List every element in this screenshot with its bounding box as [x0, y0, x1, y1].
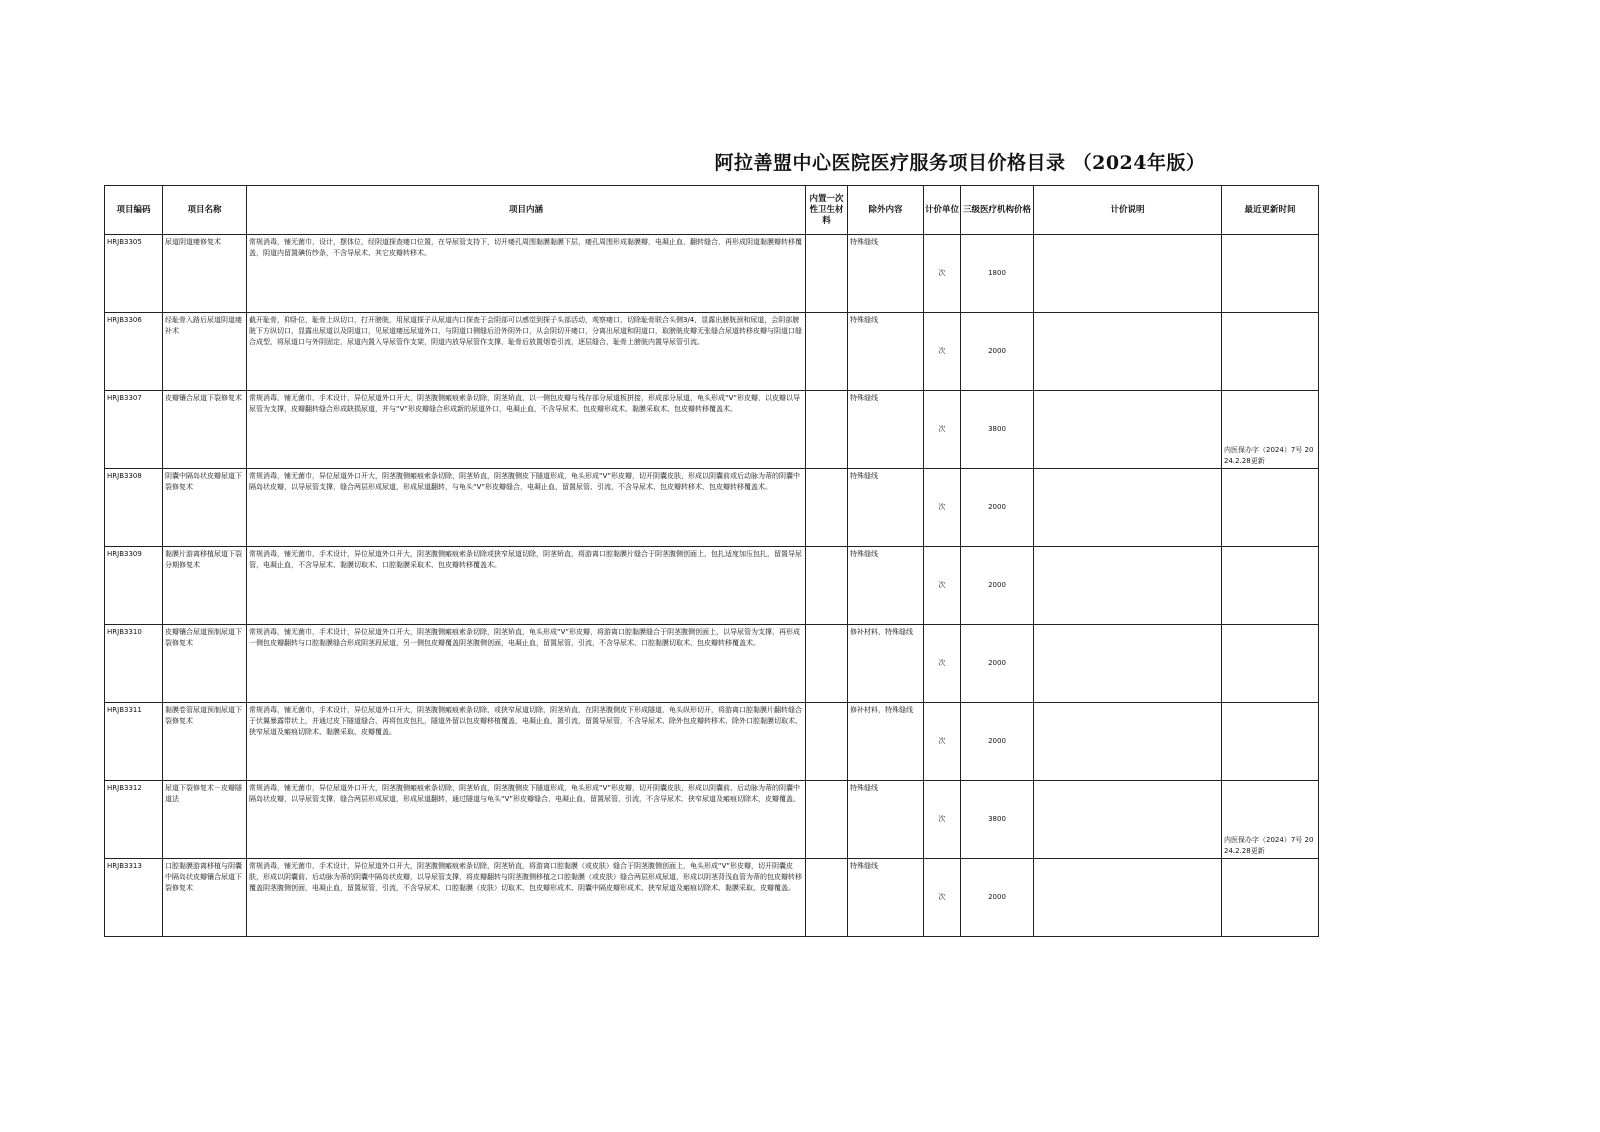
cell-content-text: 常规消毒，铺无菌巾，手术设计，异位尿道外口开大，阴茎腹侧瘢痕索条切除，阴茎矫直，龟头形成“V”形皮瓣，将游离口腔黏膜缝合于阴茎腹侧创面上，以导尿管为支撑，再形成一侧包皮瓣翻转与口腔黏膜缝合形成阴茎段尿道，另一侧包皮瓣覆盖阴茎腹侧创面，电凝止血，留置尿管，引流，不含导尿术、口腔黏膜切取术、包皮瓣转移覆盖术。	[249, 628, 801, 647]
table-row	[105, 469, 1319, 547]
cell-content	[247, 235, 806, 313]
cell-content	[247, 703, 806, 781]
cell-updated	[1222, 781, 1319, 859]
cell-unit: 次	[924, 469, 961, 547]
cell-consumables-text	[806, 235, 847, 239]
cell-code-text: HRJB3310	[107, 628, 142, 636]
table-row	[105, 547, 1319, 625]
cell-name-text: 皮瓣镶合尿道预制尿道下裂修复术	[165, 628, 242, 647]
cell-name	[163, 781, 247, 859]
cell-unit: 次	[924, 313, 961, 391]
cell-name-text: 黏膜卷管尿道预制尿道下裂修复术	[165, 706, 242, 725]
cell-code-text: HRJB3305	[107, 238, 142, 246]
cell-note	[1034, 391, 1222, 469]
header-updated: 最近更新时间	[1222, 186, 1319, 235]
cell-content	[247, 313, 806, 391]
cell-content-text: 常规消毒，铺无菌巾，手术设计，异位尿道外口开大，阴茎腹侧瘢痕索条切除，阴茎矫直，将游离口腔黏膜（或皮肤）缝合于阴茎腹侧创面上，龟头形成“V”形皮瓣，切开阴囊皮肤，形成以阴囊前、后动脉为蒂的阴囊中隔岛状皮瓣，以导尿管支撑，将皮瓣翻转与阴茎腹侧移植之口腔黏膜（或皮肤）缝合两层形成尿道，形成以阴茎背浅血管为蒂的包皮瓣转移覆盖阴茎腹侧创面，电凝止血，留置尿管，引流，不含导尿术、口腔黏膜（皮肤）切取术、包皮瓣形成术、阴囊中隔皮瓣形成术、狭窄尿道及瘢痕切除术、黏膜采取、皮瓣覆盖。	[249, 862, 802, 892]
cell-name-text: 口腔黏膜游离移植与阴囊中隔岛状皮瓣镶合尿道下裂修复术	[165, 862, 242, 892]
price-table	[104, 185, 1319, 937]
cell-consumables-text	[806, 547, 847, 551]
cell-content	[247, 391, 806, 469]
cell-exclusions	[848, 391, 924, 469]
header-unit: 计价单位	[924, 186, 961, 235]
cell-price: 3800	[961, 391, 1034, 469]
cell-price: 1800	[961, 235, 1034, 313]
cell-note	[1034, 859, 1222, 937]
cell-consumables	[806, 313, 848, 391]
cell-name-text: 黏膜片游离移植尿道下裂分期修复术	[165, 550, 242, 569]
cell-updated-text: 内医保办字（2024）7号 2024.2.28更新	[1224, 446, 1314, 465]
table-row	[105, 703, 1319, 781]
cell-unit: 次	[924, 859, 961, 937]
cell-name-text: 阴囊中隔岛状皮瓣尿道下裂修复术	[165, 472, 242, 491]
cell-consumables	[806, 859, 848, 937]
cell-unit: 次	[924, 781, 961, 859]
cell-consumables-text	[806, 781, 847, 785]
cell-updated	[1222, 235, 1319, 313]
cell-name	[163, 235, 247, 313]
cell-consumables-text	[806, 313, 847, 317]
header-code: 项目编码	[105, 186, 163, 235]
header-content: 项目内涵	[247, 186, 806, 235]
cell-unit: 次	[924, 391, 961, 469]
table-row	[105, 391, 1319, 469]
cell-exclusions	[848, 859, 924, 937]
cell-name-text: 尿道下裂修复术－皮瓣隧道法	[165, 784, 242, 803]
cell-name	[163, 859, 247, 937]
cell-content-text: 常规消毒，铺无菌巾，手术设计，异位尿道外口开大，阴茎腹侧瘢痕索条切除，或狭窄尿道切除，阴茎矫直，在阴茎腹侧皮下形成隧道，龟头纵形切开，将游离口腔黏膜片翻转缝合于伏翼暴露带状上，并通过皮下隧道缝合，再将包皮包扎，隧道外留以包皮瓣移植覆盖，电凝止血，置引流，留置导尿管，不含导尿术、除外包皮瓣转移术、除外口腔黏膜切取术、狭窄尿道及瘢痕切除术、黏膜采取、皮瓣覆盖。	[249, 706, 802, 736]
cell-exclusions-text: 特殊缝线	[850, 784, 878, 792]
cell-code	[105, 859, 163, 937]
cell-name	[163, 469, 247, 547]
cell-code	[105, 469, 163, 547]
cell-exclusions	[848, 313, 924, 391]
cell-price: 2000	[961, 547, 1034, 625]
cell-consumables-text	[806, 469, 847, 473]
cell-code-text: HRJB3308	[107, 472, 142, 480]
cell-note	[1034, 547, 1222, 625]
cell-consumables-text	[806, 625, 847, 629]
cell-unit: 次	[924, 625, 961, 703]
cell-content	[247, 859, 806, 937]
cell-price: 3800	[961, 781, 1034, 859]
cell-name	[163, 391, 247, 469]
cell-unit: 次	[924, 547, 961, 625]
cell-exclusions-text: 特殊缝线	[850, 394, 878, 402]
cell-consumables-text	[806, 859, 847, 863]
cell-updated	[1222, 547, 1319, 625]
cell-content-text: 常规消毒，铺无菌巾，异位尿道外口开大，阴茎腹侧瘢痕索条切除，阴茎矫直，阴茎腹侧皮下隧道形成，龟头形成“V”形皮瓣，切开阴囊皮肤，形成以阴囊前、后动脉为蒂的阴囊中隔岛状皮瓣，以导尿管支撑，缝合两层形成尿道，形成尿道翻转，通过隧道与龟头“V”形皮瓣缝合，电凝止血，留置尿管，引流，不含导尿术、狭窄尿道及瘢痕切除术，皮瓣覆盖。	[249, 784, 801, 803]
cell-note	[1034, 235, 1222, 313]
table-row	[105, 859, 1319, 937]
cell-exclusions	[848, 703, 924, 781]
header-name: 项目名称	[163, 186, 247, 235]
cell-code	[105, 391, 163, 469]
cell-updated	[1222, 625, 1319, 703]
cell-exclusions	[848, 625, 924, 703]
table-row	[105, 625, 1319, 703]
header-price: 三级医疗机构价格	[961, 186, 1034, 235]
table-row	[105, 235, 1319, 313]
cell-exclusions	[848, 469, 924, 547]
cell-content-text: 常规消毒，铺无菌巾，异位尿道外口开大，阴茎腹侧瘢痕索条切除，阴茎矫直，阴茎腹侧皮下隧道形成，龟头形成“V”形皮瓣，切开阴囊皮肤，形成以阴囊前或后动脉为蒂的阴囊中隔岛状皮瓣，以导尿管支撑，缝合两层形成尿道，形成尿道翻转，与龟头“V”形皮瓣缝合，电凝止血，留置尿管、引流，不含导尿术、包皮瓣转移术、包皮瓣转移覆盖术。	[249, 472, 801, 491]
cell-updated-text	[1222, 933, 1318, 936]
cell-exclusions-text: 修补材料，特殊缝线	[850, 706, 913, 714]
cell-exclusions-text: 特殊缝线	[850, 550, 878, 558]
cell-note	[1034, 703, 1222, 781]
cell-content-text: 常规消毒，铺无菌巾，设计，摆体位，经阴道探查瘘口位置，在导尿管支持下，切开瘘孔周围黏膜黏膜下层，瘘孔周围形成黏膜瓣，电凝止血，翻转缝合，再形成阴道黏膜瓣转移覆盖，阴道内留置碘仿纱条，不含导尿术、其它皮瓣转移术。	[249, 238, 802, 257]
cell-updated	[1222, 469, 1319, 547]
table-row	[105, 313, 1319, 391]
cell-code-text: HRJB3311	[107, 706, 142, 714]
cell-consumables	[806, 625, 848, 703]
cell-note	[1034, 625, 1222, 703]
cell-note	[1034, 469, 1222, 547]
cell-code	[105, 313, 163, 391]
cell-code	[105, 781, 163, 859]
cell-code	[105, 235, 163, 313]
cell-code-text: HRJB3307	[107, 394, 142, 402]
cell-price: 2000	[961, 703, 1034, 781]
cell-price: 2000	[961, 469, 1034, 547]
cell-updated	[1222, 391, 1319, 469]
cell-exclusions-text: 特殊缝线	[850, 238, 878, 246]
cell-exclusions-text: 特殊缝线	[850, 472, 878, 480]
cell-unit: 次	[924, 235, 961, 313]
cell-content	[247, 781, 806, 859]
cell-content-text: 常规消毒，铺无菌巾，手术设计，异位尿道外口开大，阴茎腹侧瘢痕索条切除，阴茎矫直，以一侧包皮瓣与残存部分尿道板拼接，形成部分尿道，龟头形成“V”形皮瓣，以皮瓣以导尿管为支撑，皮瓣翻转缝合形成缺损尿道，并与“V”形皮瓣缝合形成新的尿道外口，电凝止血，不含导尿术、包皮瓣形成术、黏膜采取术、包皮瓣转移覆盖术。	[249, 394, 801, 413]
cell-consumables	[806, 235, 848, 313]
table-row	[105, 781, 1319, 859]
cell-name-text: 皮瓣镶合尿道下裂修复术	[165, 394, 242, 402]
cell-code	[105, 703, 163, 781]
header-consumables: 内置一次性卫生材料	[806, 186, 848, 235]
cell-content-text: 常规消毒，铺无菌巾，手术设计，异位尿道外口开大，阴茎腹侧瘢痕索条切除或狭窄尿道切除，阴茎矫直，将游离口腔黏膜片缝合于阴茎腹侧创面上，包扎适度加压包扎，留置导尿管，电凝止血，不含导尿术、黏膜切取术、口腔黏膜采取术、包皮瓣转移覆盖术。	[249, 550, 802, 569]
cell-exclusions-text: 修补材料，特殊缝线	[850, 628, 913, 636]
table-header-row	[105, 186, 1319, 235]
cell-price: 2000	[961, 625, 1034, 703]
cell-name	[163, 625, 247, 703]
cell-unit: 次	[924, 703, 961, 781]
page-title: 阿拉善盟中心医院医疗服务项目价格目录 （2024年版）	[714, 152, 1206, 174]
cell-note	[1034, 781, 1222, 859]
cell-content	[247, 625, 806, 703]
cell-exclusions	[848, 547, 924, 625]
cell-updated	[1222, 703, 1319, 781]
cell-content	[247, 547, 806, 625]
cell-updated	[1222, 859, 1319, 937]
cell-exclusions-text: 特殊缝线	[850, 862, 878, 870]
cell-note	[1034, 313, 1222, 391]
cell-code	[105, 625, 163, 703]
cell-consumables	[806, 547, 848, 625]
cell-exclusions-text: 特殊缝线	[850, 316, 878, 324]
cell-name	[163, 313, 247, 391]
cell-code-text: HRJB3309	[107, 550, 142, 558]
cell-updated	[1222, 313, 1319, 391]
cell-consumables	[806, 703, 848, 781]
header-note: 计价说明	[1034, 186, 1222, 235]
cell-price: 2000	[961, 313, 1034, 391]
cell-exclusions	[848, 235, 924, 313]
cell-name	[163, 547, 247, 625]
cell-consumables	[806, 391, 848, 469]
cell-consumables	[806, 781, 848, 859]
cell-name-text: 经耻骨入路后尿道阴道瘘补术	[165, 316, 242, 335]
cell-code	[105, 547, 163, 625]
cell-consumables-text	[806, 703, 847, 707]
cell-name	[163, 703, 247, 781]
cell-consumables-text	[806, 391, 847, 395]
cell-name-text: 尿道阴道瘘修复术	[165, 238, 221, 246]
cell-content-text: 截开耻骨，仰卧位，耻骨上纵切口，打开膀胱，用尿道探子从尿道内口探查于会阴部可以感觉到探子头部活动，观察瘘口，切除耻骨联合头侧3/4，显露出膀胱颈和尿道，会阴部膀胱下方纵切口，显露出尿道以及阴道口，见尿道瘘远尿道外口，与阴道口侧缝后沿外阴外口，从会阴切开瘘口，分离出尿道和阴道口，取膀胱皮瓣无张缝合尿道转移皮瓣与阴道口缝合成型，将尿道口与外阴固定，尿道内置入导尿管作支架，阴道内放导尿管作支撑，耻骨后放置烟卷引流，逐层缝合，耻骨上膀胱内置导尿管引流。	[249, 316, 802, 346]
cell-price: 2000	[961, 859, 1034, 937]
cell-exclusions	[848, 781, 924, 859]
cell-code-text: HRJB3306	[107, 316, 142, 324]
header-exclusions: 除外内容	[848, 186, 924, 235]
cell-content	[247, 469, 806, 547]
cell-updated-text: 内医保办字（2024）7号 2024.2.28更新	[1224, 836, 1314, 855]
cell-code-text: HRJB3313	[107, 862, 142, 870]
cell-consumables	[806, 469, 848, 547]
cell-code-text: HRJB3312	[107, 784, 142, 792]
